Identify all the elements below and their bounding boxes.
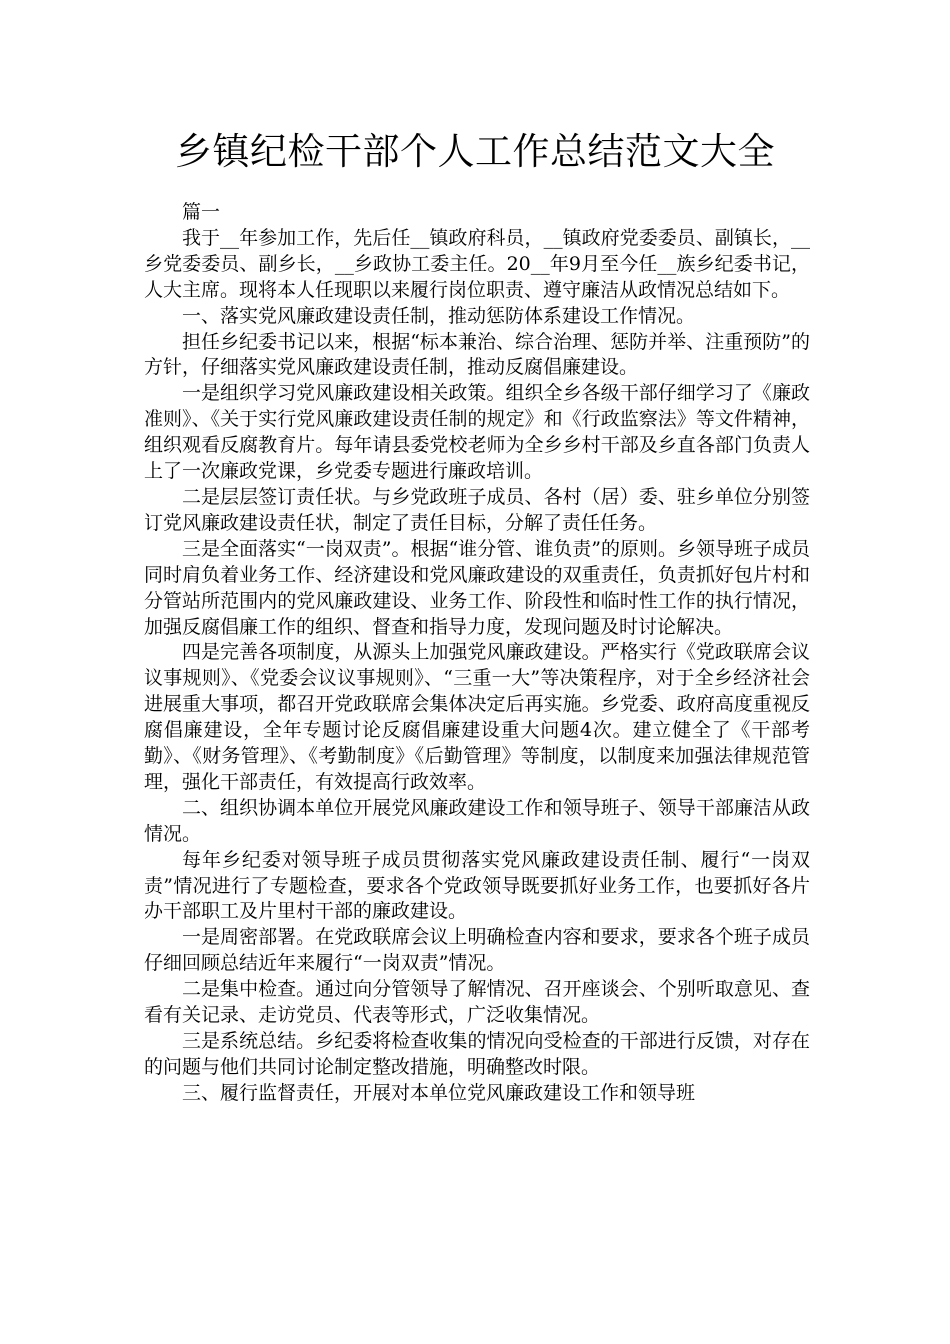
section-heading: 三、履行监督责任，开展对本单位党风廉政建设工作和领导班 (182, 1081, 696, 1104)
paragraph: 每年乡纪委对领导班子成员贯彻落实党风廉政建设责任制、履行“一岗双责”情况进行了专题检查，要求各个党政领导既要抓好业务工作，也要抓好各片办干部职工及片里村干部的廉政建设。 (144, 848, 810, 923)
section-heading: 二、组织协调本单位开展党风廉政建设工作和领导班子、领导干部廉洁从政情况。 (144, 796, 810, 845)
paragraph: 担任乡纪委书记以来，根据“标本兼治、综合治理、惩防并举、注重预防”的方针，仔细落实党风廉政建设责任制，推动反腐倡廉建设。 (144, 330, 810, 379)
paragraph: 三是系统总结。乡纪委将检查收集的情况向受检查的干部进行反馈，对存在的问题与他们共同讨论制定整改措施，明确整改时限。 (144, 1030, 810, 1078)
paragraph: 一是组织学习党风廉政建设相关政策。组织全乡各级干部仔细学习了《廉政准则》、《关于实行党风廉政建设责任制的规定》和《行政监察法》等文件精神，组织观看反腐教育片。每年请县委党校老师为全乡乡村干部及乡直各部门负责人上了一次廉政党课，乡党委专题进行廉政培训。 (144, 382, 810, 483)
paragraph: 一是周密部署。在党政联席会议上明确检查内容和要求，要求各个班子成员仔细回顾总结近年来履行“一岗双责”情况。 (144, 926, 810, 975)
paragraph: 三是全面落实“一岗双责”。根据“谁分管、谁负责”的原则。乡领导班子成员同时肩负着业务工作、经济建设和党风廉政建设的双重责任，负责抓好包片村和分管站所范围内的党风廉政建设、业务工作、阶段性和临时性工作的执行情况，加强反腐倡廉工作的组织、督查和指导力度，发现问题及时讨论解决。 (144, 537, 810, 638)
paragraph: 二是集中检查。通过向分管领导了解情况、召开座谈会、个别听取意见、查看有关记录、走访党员、代表等形式，广泛收集情况。 (144, 978, 810, 1027)
page-title: 乡镇纪检干部个人工作总结范文大全 (175, 130, 775, 173)
section-heading: 一、落实党风廉政建设责任制，推动惩防体系建设工作情况。 (182, 304, 696, 327)
paragraph: 四是完善各项制度，从源头上加强党风廉政建设。严格实行《党政联席会议议事规则》、《党委会议议事规则》、“三重一大”等决策程序，对于全乡经济社会进展重大事项，都召开党政联席会集体决定后再实施。乡党委、政府高度重视反腐倡廉建设，全年专题讨论反腐倡廉建设重大问题4次。建立健全了《干部考勤》、《财务管理》、《考勤制度》《后勤管理》等制度，以制度来加强法律规范管理，强化干部责任，有效提高行政效率。 (144, 641, 810, 793)
paragraph: 二是层层签订责任状。与乡党政班子成员、各村（居）委、驻乡单位分别签订党风廉政建设责任状，制定了责任目标，分解了责任任务。 (144, 485, 810, 534)
paragraph-section-label: 篇一 (182, 201, 221, 223)
document-body (144, 200, 810, 1107)
paragraph: 我于__年参加工作，先后任__镇政府科员，__镇政府党委委员、副镇长，__乡党委委员、副乡长，__乡政协工委主任。20__年9月至今任__族乡纪委书记，人大主席。现将本人任现职以来履行岗位职责、遵守廉洁从政情况总结如下。 (144, 226, 810, 301)
